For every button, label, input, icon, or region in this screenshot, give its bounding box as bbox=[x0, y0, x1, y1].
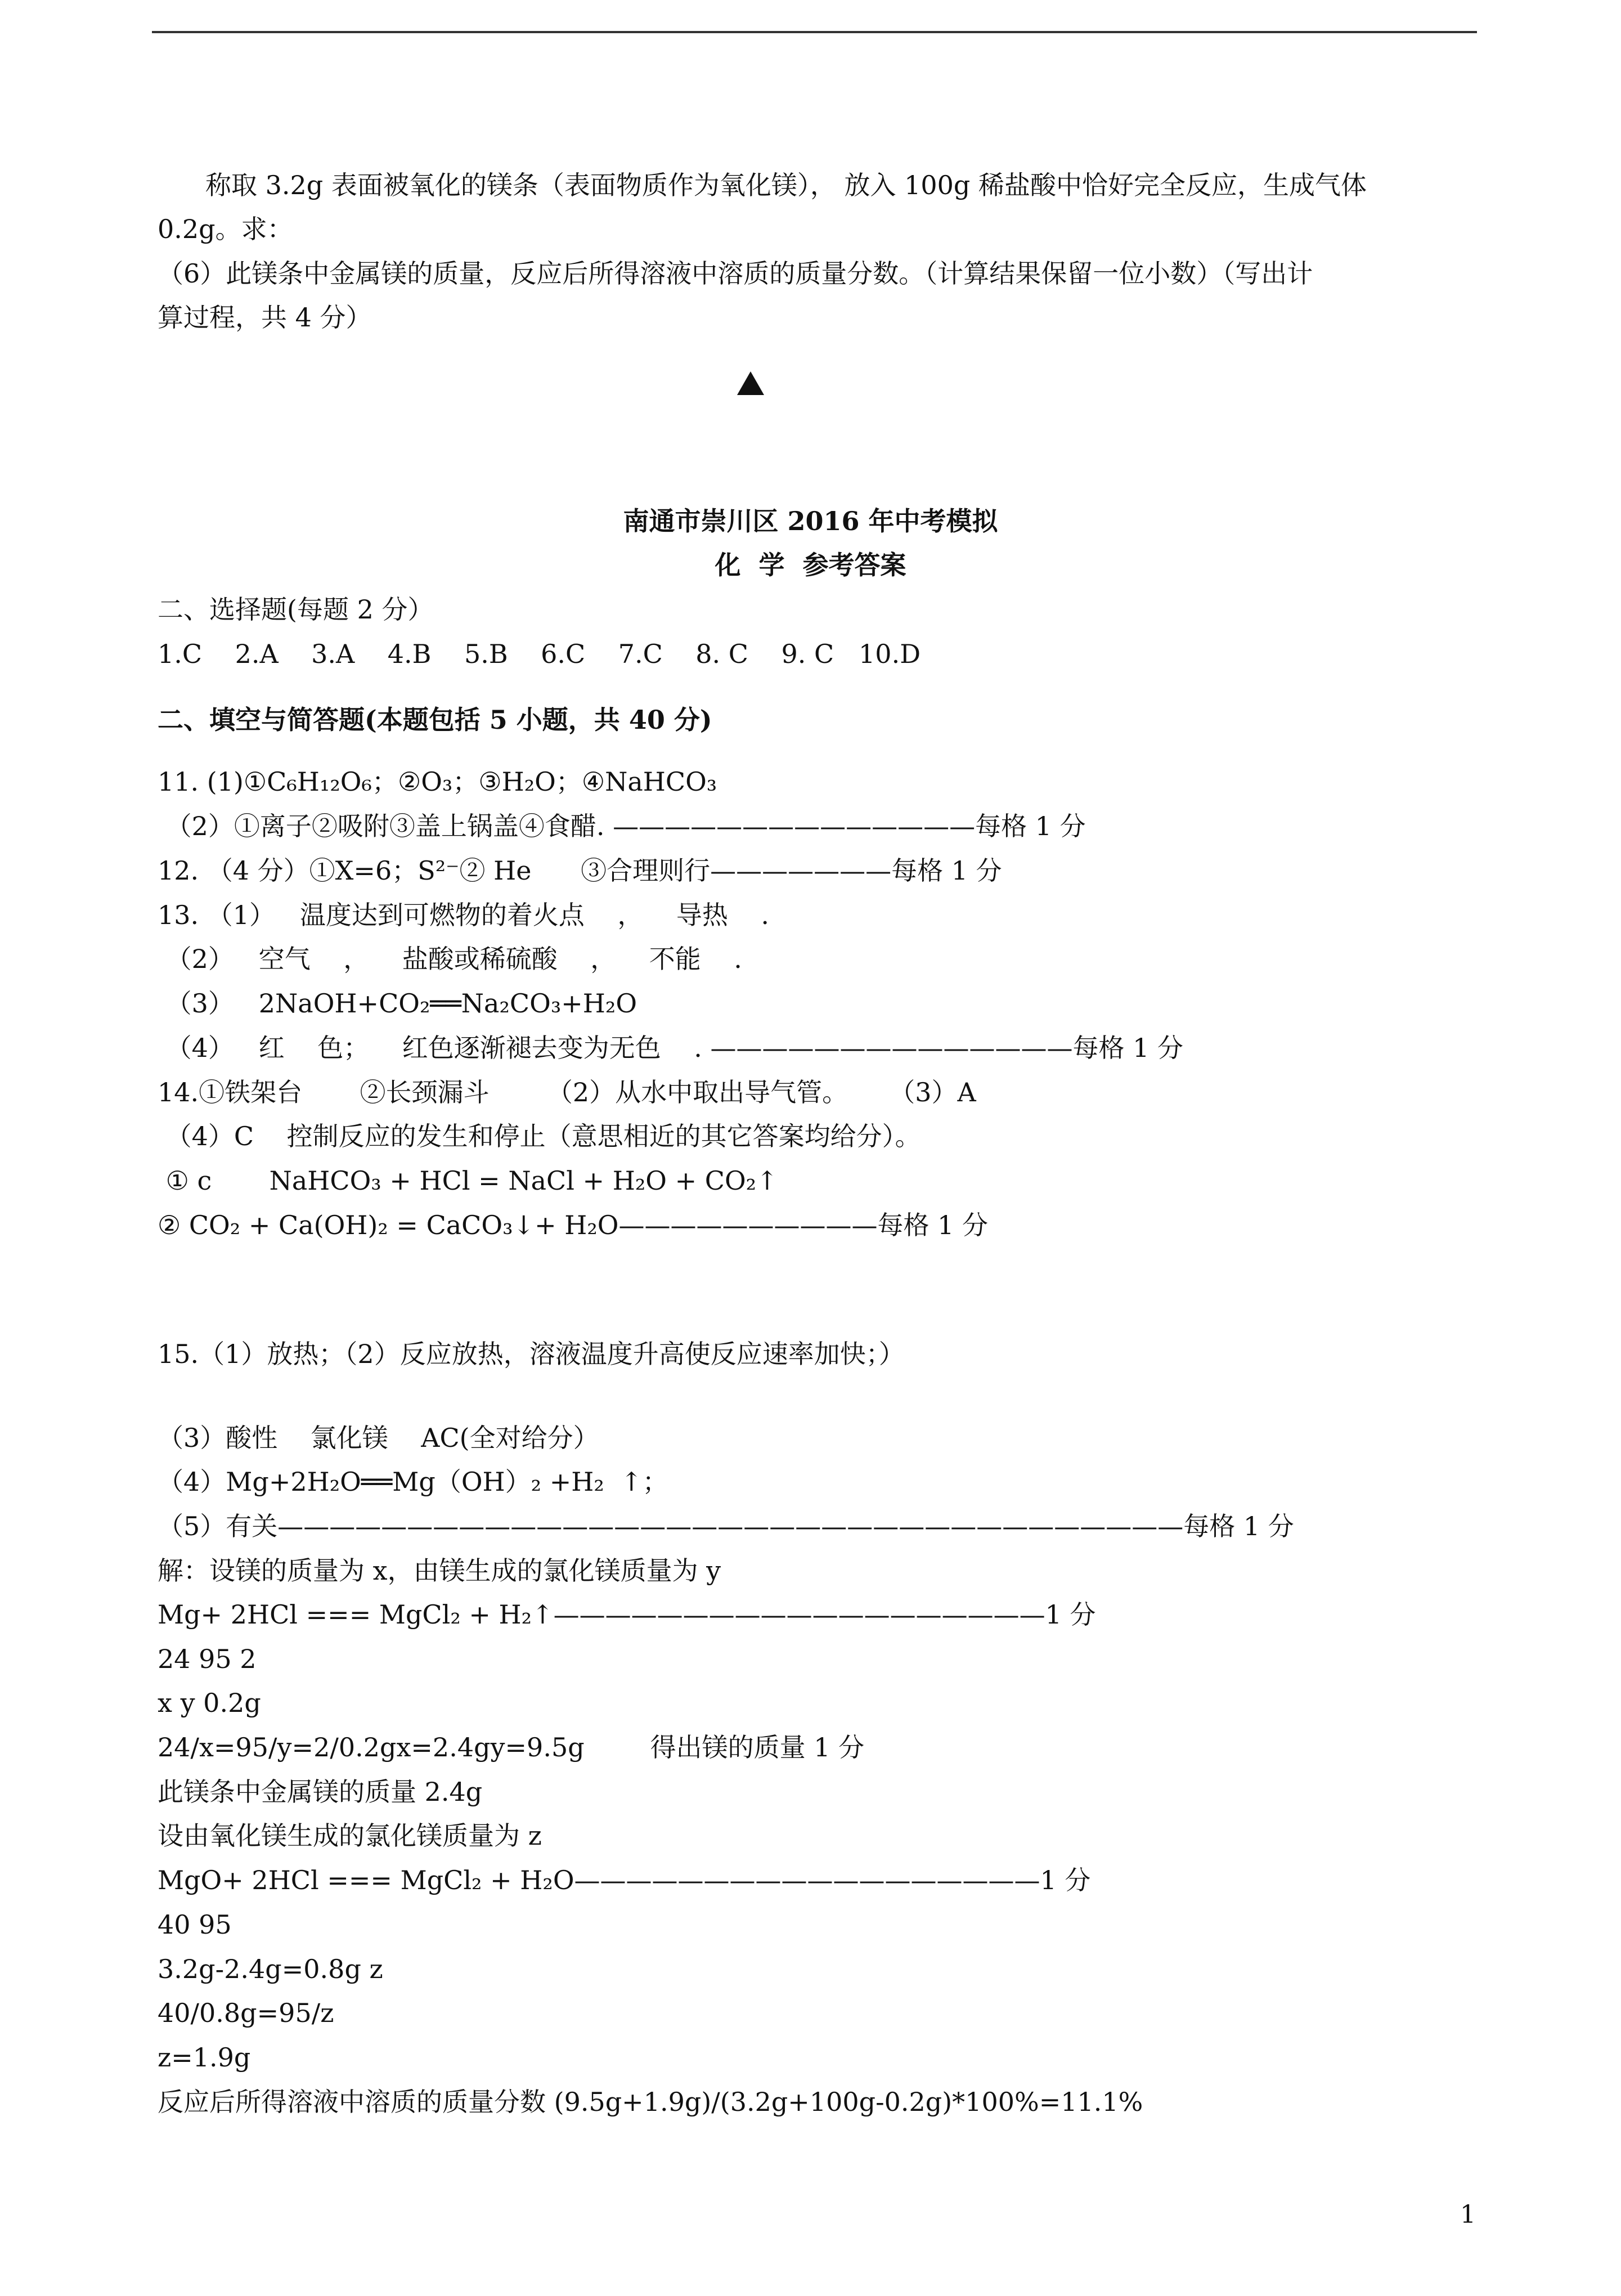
question-line-2: 0.2g。求： bbox=[158, 214, 293, 244]
answer-line: MgO+ 2HCl === MgCl₂ + H₂O——————————————————1 分 bbox=[158, 1865, 1091, 1895]
answer-line: Mg+ 2HCl === MgCl₂ + H₂↑———————————————————1 分 bbox=[158, 1599, 1096, 1630]
answer-line: （3）酸性 氯化镁 AC(全对给分） bbox=[158, 1423, 599, 1453]
section-heading-choice: 二、选择题(每题 2 分） bbox=[158, 594, 434, 625]
answer-line: 14.①铁架台 ②长颈漏斗 （2）从水中取出导气管。 （3）A bbox=[158, 1077, 976, 1107]
answer-line: 11. (1)①C₆H₁₂O₆；②O₃；③H₂O；④NaHCO₃ bbox=[158, 766, 717, 797]
page-number: 1 bbox=[1460, 2200, 1476, 2229]
answer-line: 12. （4 分）①X=6；S²⁻② He ③合理则行———————每格 1 分 bbox=[158, 855, 1002, 886]
answer-line: 解：设镁的质量为 x，由镁生成的氯化镁质量为 y bbox=[158, 1555, 721, 1586]
question-line-4: 算过程，共 4 分） bbox=[158, 302, 372, 333]
choice-answers: 1.C 2.A 3.A 4.B 5.B 6.C 7.C 8. C 9. C 10.D bbox=[158, 639, 921, 669]
triangle-marker-icon bbox=[737, 371, 764, 395]
question-line-3: （6）此镁条中金属镁的质量，反应后所得溶液中溶质的质量分数。（计算结果保留一位小数）（写出计 bbox=[158, 258, 1313, 289]
header-rule bbox=[152, 31, 1477, 33]
answer-line: （4）C 控制反应的发生和停止（意思相近的其它答案均给分）。 bbox=[158, 1121, 921, 1151]
answer-line: 24/x=95/y=2/0.2gx=2.4gy=9.5g 得出镁的质量 1 分 bbox=[158, 1732, 865, 1763]
answer-line: （2）①离子②吸附③盖上锅盖④食醋. ——————————————每格 1 分 bbox=[158, 811, 1086, 841]
page-subtitle: 化 学 参考答案 bbox=[715, 550, 906, 580]
answer-line: （2） 空气 ， 盐酸或稀硫酸 ， 不能 . bbox=[158, 944, 742, 974]
answer-line: 24 95 2 bbox=[158, 1644, 257, 1674]
answer-line: ② CO₂ + Ca(OH)₂ = CaCO₃↓+ H₂O——————————每格 1 分 bbox=[158, 1210, 989, 1240]
answer-line: 40/0.8g=95/z bbox=[158, 1998, 334, 2028]
answer-line: 3.2g-2.4g=0.8g z bbox=[158, 1954, 383, 1984]
answer-line: z=1.9g bbox=[158, 2042, 251, 2073]
answer-line: 此镁条中金属镁的质量 2.4g bbox=[158, 1777, 483, 1807]
answer-line: （5）有关———————————————————————————————————每格 1 分 bbox=[158, 1511, 1294, 1541]
answer-line: （3） 2NaOH+CO₂══Na₂CO₃+H₂O bbox=[158, 988, 637, 1019]
answer-line: ① c NaHCO₃ + HCl = NaCl + H₂O + CO₂↑ bbox=[158, 1165, 778, 1196]
question-line-1: 称取 3.2g 表面被氧化的镁条（表面物质作为氧化镁）， 放入 100g 稀盐酸中恰好完全反应，生成气体 bbox=[205, 170, 1367, 200]
answer-line: 13. （1） 温度达到可燃物的着火点 ， 导热 . bbox=[158, 900, 769, 930]
answer-line: （4）Mg+2H₂O══Mg（OH）₂ +H₂ ↑； bbox=[158, 1467, 668, 1497]
answer-line: 反应后所得溶液中溶质的质量分数 (9.5g+1.9g)/(3.2g+100g-0.2g)*100%=11.1% bbox=[158, 2087, 1143, 2117]
answer-line: 设由氧化镁生成的氯化镁质量为 z bbox=[158, 1820, 542, 1851]
answer-line: 15.（1）放热；（2）反应放热，溶液温度升高使反应速率加快；） bbox=[158, 1339, 905, 1369]
section-heading-fill: 二、填空与简答题(本题包括 5 小题，共 40 分) bbox=[158, 705, 712, 735]
answer-line: 40 95 bbox=[158, 1909, 232, 1940]
answer-line: （4） 红 色； 红色逐渐褪去变为无色 . ——————————————每格 1 分 bbox=[158, 1033, 1183, 1063]
page-title: 南通市崇川区 2016 年中考模拟 bbox=[623, 506, 998, 536]
answer-line: x y 0.2g bbox=[158, 1688, 261, 1718]
